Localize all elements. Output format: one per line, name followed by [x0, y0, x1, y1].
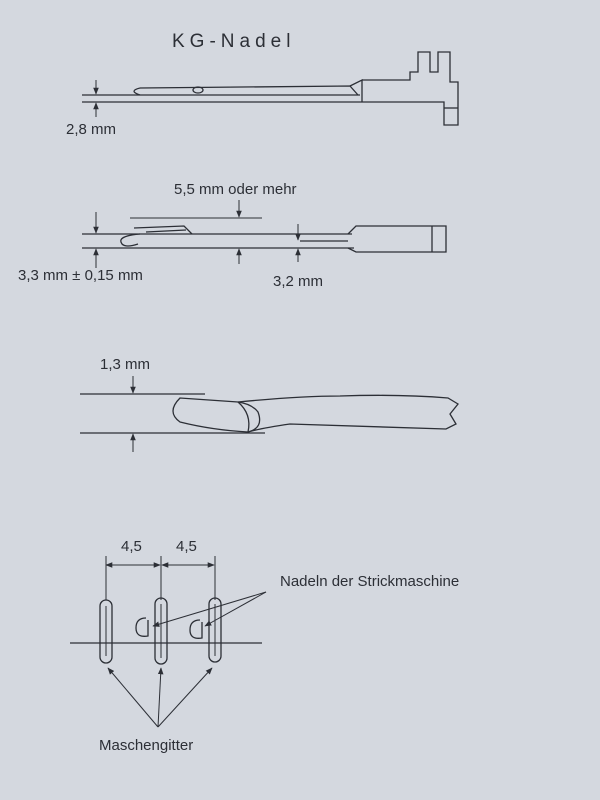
label-knitting-machine-needles: Nadeln der Strickmaschine — [280, 573, 460, 590]
label-dimension-3-3: 3,3 mm ± 0,15 mm — [18, 267, 143, 284]
label-dimension-1-3: 1,3 mm — [100, 356, 151, 373]
label-dimension-5-5: 5,5 mm oder mehr — [174, 181, 297, 198]
sinker-2 — [190, 620, 202, 638]
label-dimension-3-2: 3,2 mm — [273, 273, 324, 290]
figure-needle-hook — [82, 218, 446, 252]
figure-needle-side-view — [82, 52, 458, 125]
diagram-title: KG-Nadel — [172, 31, 296, 52]
figure-hook-closeup — [80, 394, 458, 433]
label-pitch-left: 4,5 — [121, 538, 142, 555]
sinker-1 — [136, 618, 148, 636]
label-pitch-right: 4,5 — [176, 538, 197, 555]
label-dimension-2-8: 2,8 mm — [66, 121, 117, 138]
label-sinker-grid: Maschengitter — [99, 737, 194, 754]
figure-needle-bed — [70, 556, 266, 727]
